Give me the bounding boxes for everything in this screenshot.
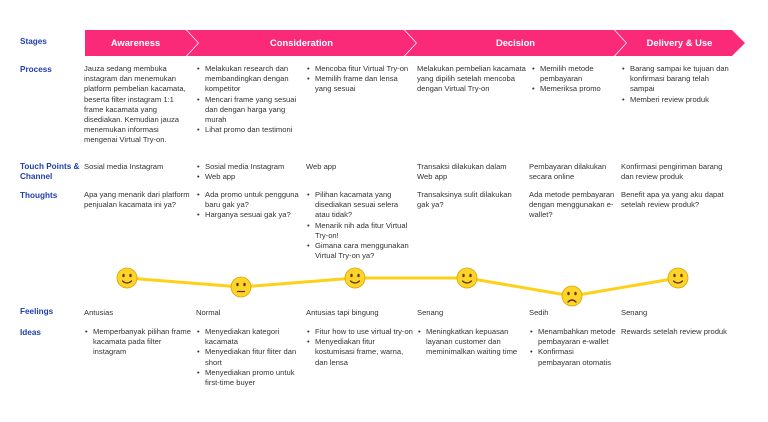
ideas-decision-b [529, 327, 617, 368]
list-item: • Gimana cara menggunakan Virtual Try-on ya? [306, 241, 412, 261]
list-item: • Melakukan research dan membandingkan dengan kompetitor [196, 64, 300, 95]
stage-awareness-label: Awareness [110, 37, 161, 48]
touch-decision-b: Pembayaran dilakukan secara online [529, 162, 607, 182]
process-decision-a: Melakukan pembelian kacamata yang dipilih setelah mencoba dengan Virtual Try-on [417, 64, 526, 94]
ideas-row-label: Ideas [20, 328, 41, 337]
ideas-delivery: Rewards setelah review produk [621, 327, 727, 336]
list-item: • Memilih metode pembayaran [531, 64, 613, 84]
feelings-consideration-a: Normal [196, 308, 221, 317]
happy-face-icon [345, 268, 365, 288]
feelings-consideration-b: Antusias tapi bingung [306, 308, 379, 317]
list-item: • Meningkatkan kepuasan layanan customer dan meminimalkan waiting time [417, 327, 523, 358]
neutral-face-icon [231, 277, 251, 297]
thoughts-decision-a: Transaksinya sulit dilakukan gak ya? [417, 190, 512, 210]
ideas-consideration-b [306, 327, 414, 368]
thoughts-decision-b: Ada metode pembayaran dengan menggunakan e-wallet? [529, 190, 615, 220]
list-item: • Menyediakan fitur kostumisasi frame, warna, dan lensa [306, 337, 414, 368]
list-item: • Memberi review produk [621, 95, 733, 105]
thoughts-delivery: Benefit apa ya yang aku dapat setelah review produk? [621, 190, 724, 210]
feelings-awareness: Antusias [84, 308, 114, 317]
ideas-decision-a [417, 327, 523, 358]
list-item: • Sosial media Instagram [196, 162, 300, 172]
touch-consideration-b: Web app [306, 162, 337, 171]
thoughts-awareness: Apa yang menarik dari platform penjualan kacamata ini ya? [84, 190, 190, 210]
feelings-delivery: Senang [621, 308, 648, 317]
list-item: • Menyediakan fitur fliter dan short [196, 347, 302, 367]
list-item: • Fitur how to use virtual try-on [306, 327, 414, 337]
stage-consideration-label: Consideration [269, 37, 334, 48]
list-item: • Menyediakan kategori kacamata [196, 327, 302, 347]
touch-awareness: Sosial media Instagram [84, 162, 164, 171]
process-awareness: Jauza sedang membuka instagram dan menemukan platform pembelian kacamata, beserta filter instagram 1:1 frame kacamata yang disediakan. Kemudian jauza menemukan informasi mengenai Virtual Try-on. [84, 64, 186, 145]
list-item: • Lihat promo dan testimoni [196, 125, 300, 135]
sad-face-icon [562, 286, 582, 306]
list-item: • Web app [196, 172, 300, 182]
list-item: • Mencari frame yang sesuai dan dengan harga yang murah [196, 95, 300, 126]
touch-delivery: Konfirmasi pengiriman barang dan review produk [621, 162, 723, 182]
stage-decision-label: Decision [495, 37, 536, 48]
thoughts-row-label: Thoughts [20, 191, 58, 200]
feelings-decision-b: Sedih [529, 308, 549, 317]
list-item: • Memilih frame dan lensa yang sesuai [306, 74, 410, 94]
list-item: • Menambahkan metode pembayaran e-wallet [529, 327, 617, 347]
process-row-label: Process [20, 65, 52, 74]
list-item: • Konfirmasi pembayaran otomatis [529, 347, 617, 367]
list-item: • Menarik nih ada fitur Virtual Try-on! [306, 221, 412, 241]
happy-face-icon [668, 268, 688, 288]
list-item: • Harganya sesuai gak ya? [196, 210, 300, 220]
emotion-curve-line [127, 278, 678, 296]
list-item: • Memperbanyak pilihan frame kacamata pada filter instagram [84, 327, 194, 358]
list-item: • Barang sampai ke tujuan dan konfirmasi barang telah sampai [621, 64, 733, 95]
list-item: • Memeriksa promo [531, 84, 613, 94]
list-item: • Menyediakan promo untuk first-time buyer [196, 368, 302, 388]
list-item: • Pilihan kacamata yang disediakan sesuai selera atau tidak? [306, 190, 412, 221]
list-item: • Ada promo untuk pengguna baru gak ya? [196, 190, 300, 210]
happy-face-icon [117, 268, 137, 288]
feelings-row-label: Feelings [20, 307, 54, 316]
list-item: • Mencoba fitur Virtual Try-on [306, 64, 410, 74]
feelings-decision-a: Senang [417, 308, 444, 317]
touch-points-row-label: Touch Points & Channel [20, 162, 80, 181]
touch-decision-a: Transaksi dilakukan dalam Web app [417, 162, 507, 182]
stages-row-label: Stages [20, 37, 47, 46]
ideas-awareness [84, 327, 194, 358]
happy-face-icon [457, 268, 477, 288]
ideas-consideration-a [196, 327, 302, 388]
stage-delivery-label: Delivery & Use [646, 37, 713, 48]
